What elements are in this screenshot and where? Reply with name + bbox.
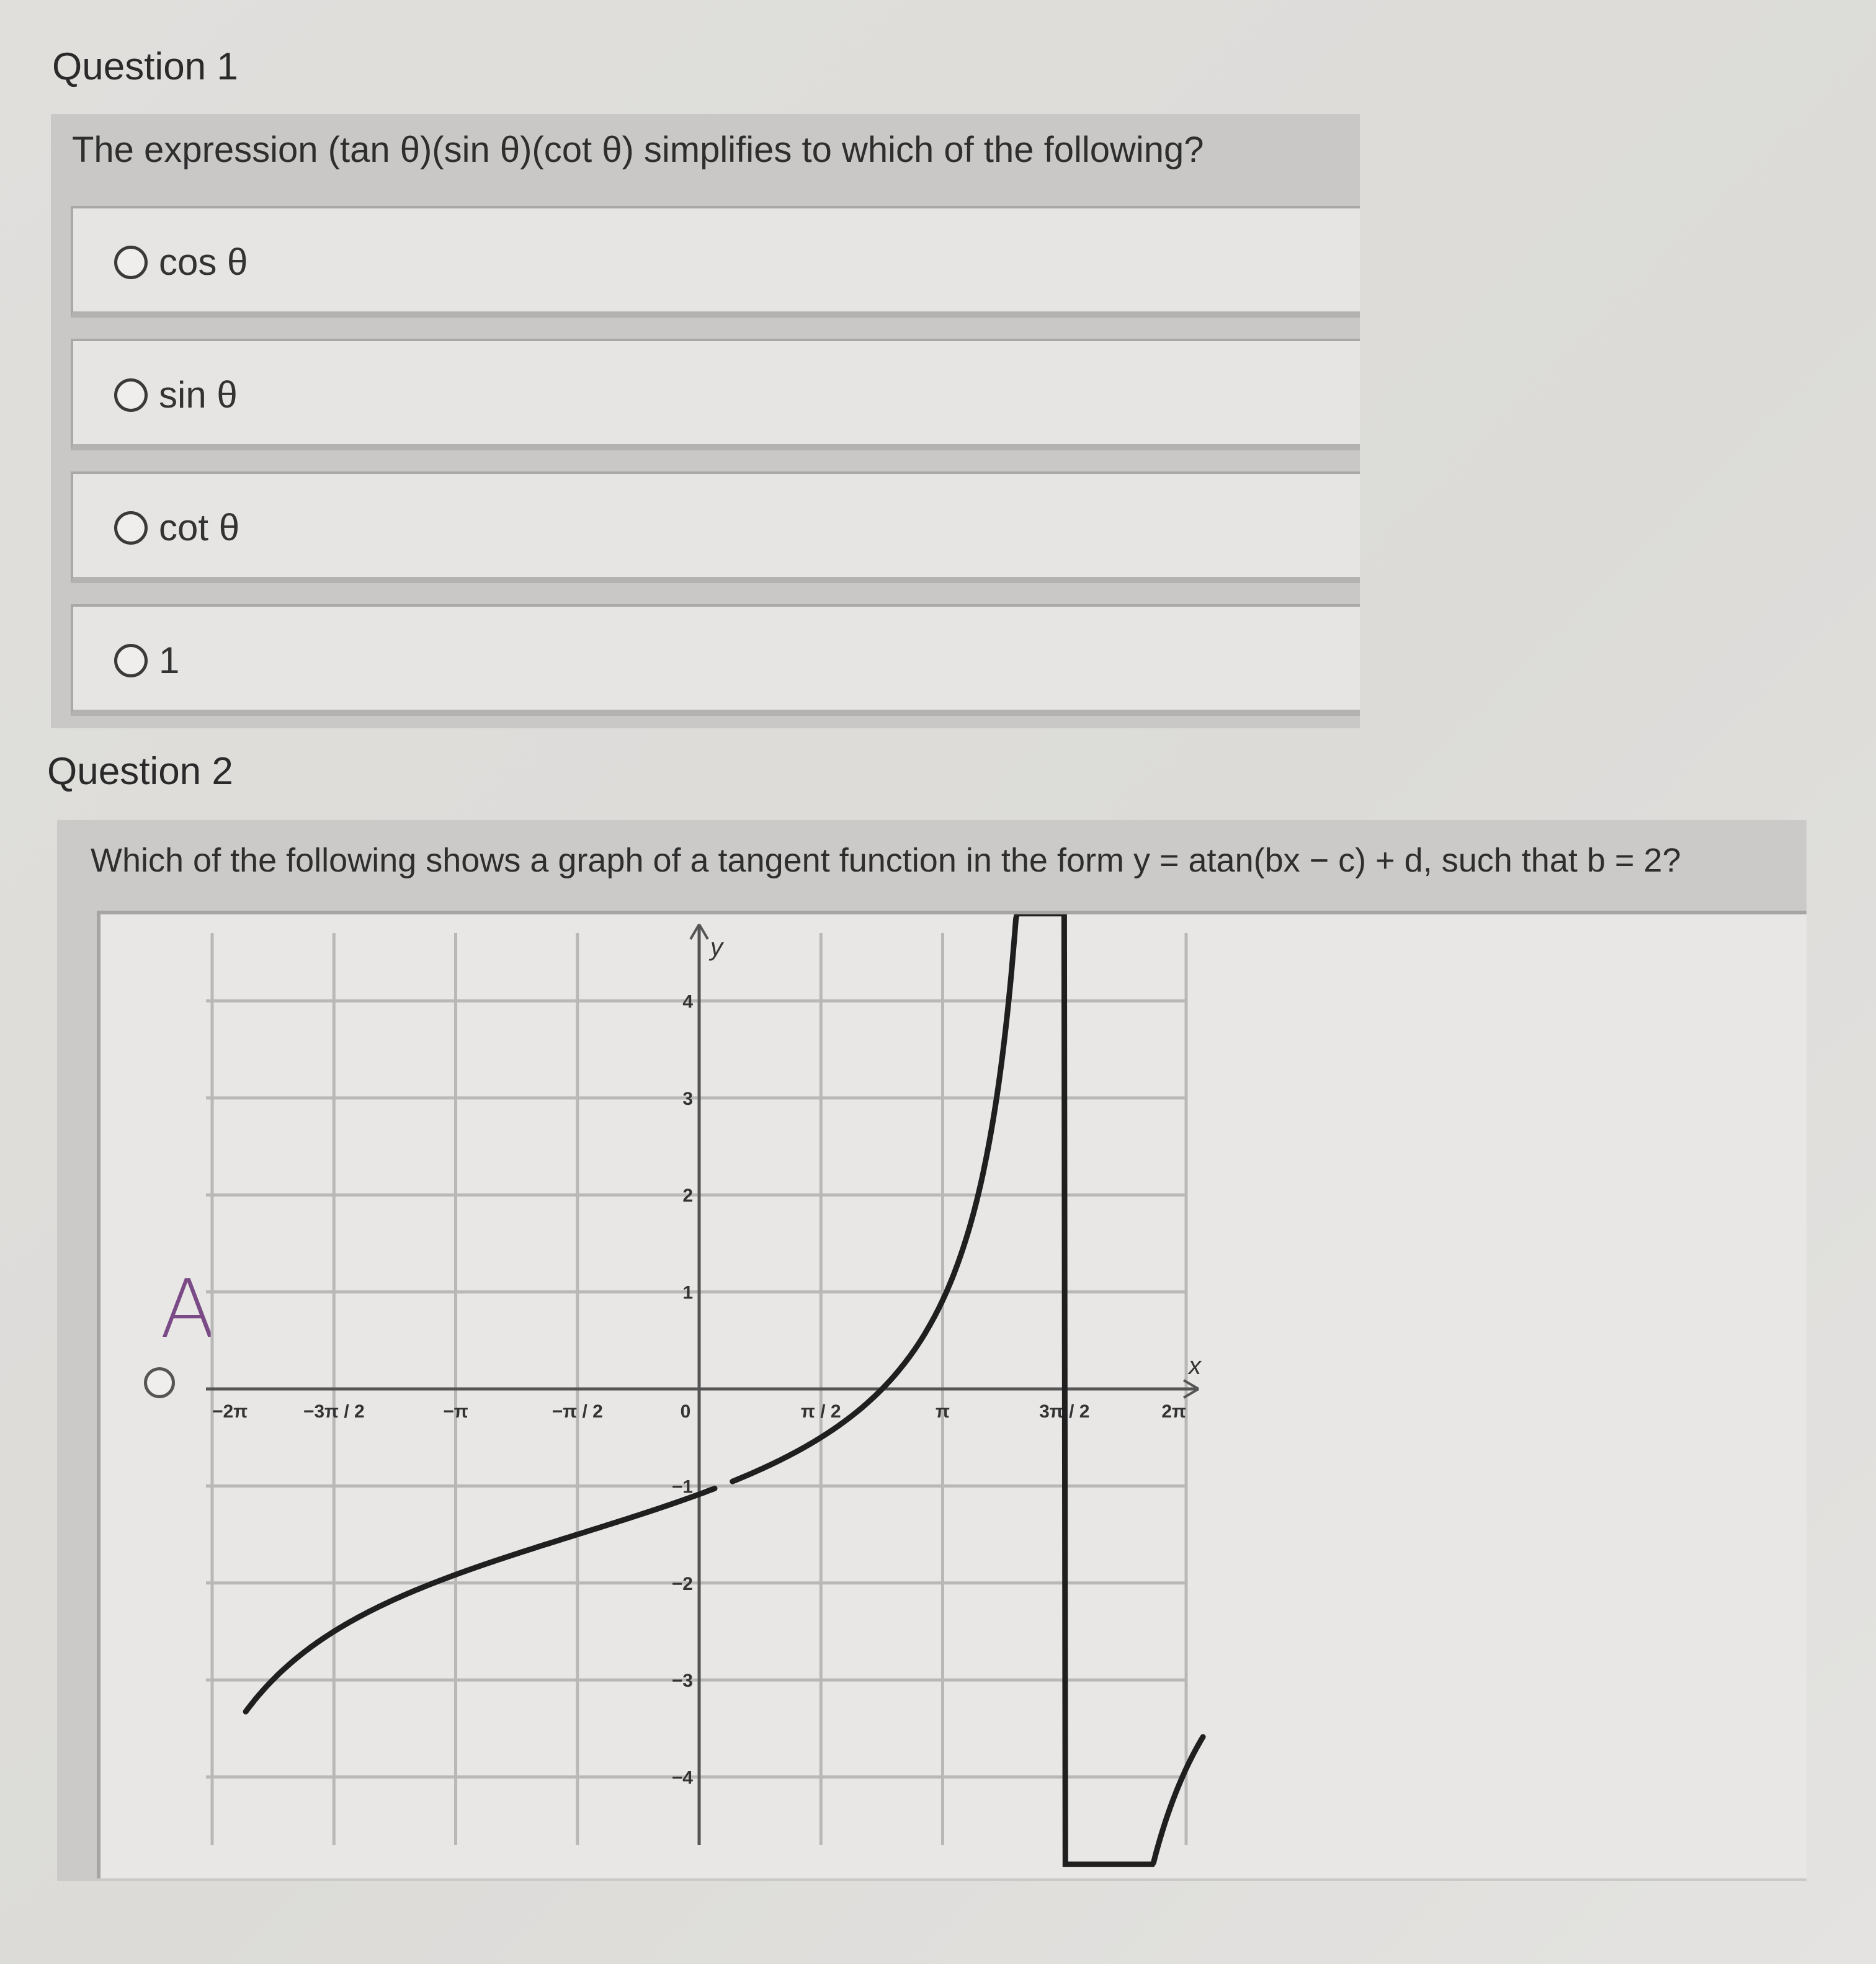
y-tick-label: 1 <box>682 1282 693 1303</box>
radio-button-icon[interactable] <box>114 644 148 677</box>
y-tick-label: 3 <box>682 1088 693 1109</box>
x-tick-label: π <box>936 1401 950 1422</box>
radio-button-icon[interactable] <box>114 378 148 412</box>
x-axis-label: x <box>1189 1352 1201 1380</box>
choice-label: sin θ <box>159 374 238 416</box>
choice-label: cos θ <box>159 241 248 283</box>
y-axis-label: y <box>710 934 723 961</box>
radio-button-icon[interactable] <box>114 246 148 279</box>
choice-label: 1 <box>159 640 180 681</box>
choice-one[interactable] <box>71 604 1360 716</box>
x-tick-label: 0 <box>680 1401 691 1422</box>
question-1-prompt: The expression (tan θ)(sin θ)(cot θ) simplifies to which of the following? <box>72 130 1204 170</box>
axes <box>206 924 1202 1845</box>
choice-sin-theta[interactable] <box>71 339 1360 450</box>
x-tick-label: 2π <box>1161 1401 1186 1422</box>
y-tick-label: 4 <box>682 991 693 1012</box>
choice-cos-theta[interactable] <box>71 206 1360 318</box>
handwritten-answer-mark: A <box>160 1262 215 1356</box>
tangent-graph <box>194 914 1211 1870</box>
x-tick-label: −π / 2 <box>552 1401 603 1422</box>
x-tick-label: π / 2 <box>800 1401 841 1422</box>
question-2-prompt: Which of the following shows a graph of a tangent function in the form y = atan(bx − c) + d, such that b = 2? <box>91 842 1681 879</box>
x-tick-label: −2π <box>212 1401 248 1422</box>
y-tick-label: −1 <box>671 1476 693 1498</box>
y-tick-label: −3 <box>671 1671 693 1692</box>
tangent-curve-branch-1 <box>246 1488 715 1712</box>
question-2-title: Question 2 <box>47 750 233 793</box>
question-1-card <box>51 114 1360 728</box>
y-tick-label: −4 <box>671 1767 693 1788</box>
answer-option-graph-a[interactable] <box>97 911 1807 1878</box>
choice-label: cot θ <box>159 507 240 548</box>
question-1-title: Question 1 <box>52 45 238 88</box>
radio-button-icon[interactable] <box>114 511 148 545</box>
y-tick-label: 2 <box>682 1185 693 1207</box>
x-tick-label: −π <box>443 1401 468 1422</box>
choice-cot-theta[interactable] <box>71 471 1360 583</box>
radio-button-icon[interactable] <box>144 1367 175 1398</box>
x-tick-label: −3π / 2 <box>303 1401 365 1422</box>
question-2-card <box>57 820 1807 1881</box>
y-tick-label: −2 <box>671 1573 693 1594</box>
x-tick-label: 3π / 2 <box>1039 1401 1090 1422</box>
